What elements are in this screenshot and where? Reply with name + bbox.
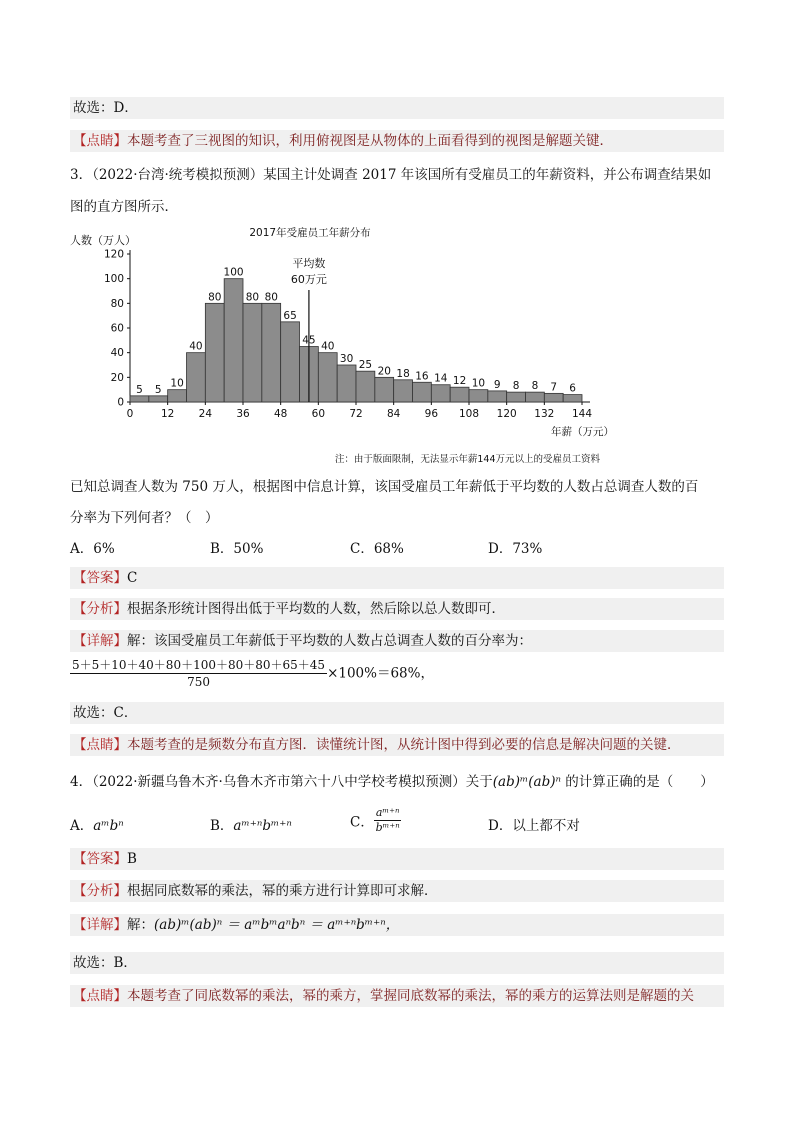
x-tick-label-1: 12: [160, 408, 175, 420]
q4-option-c-label: C．: [350, 814, 374, 831]
x-tick-label-9: 108: [458, 408, 480, 420]
q4-answer-line: [70, 848, 724, 870]
y-axis-label: 人数（万人）: [70, 234, 136, 247]
detail-prefix: 解：: [127, 917, 154, 933]
mean-label-line1: 平均数: [292, 257, 326, 270]
x-tick-label-0: 0: [126, 408, 134, 420]
x-tick-label-11: 132: [534, 408, 555, 420]
mean-label-line2: 60万元: [290, 273, 327, 286]
bar-label-16: 14: [434, 372, 448, 385]
q4-option-c-fraction: [374, 806, 402, 835]
y-tick-label-5: 100: [103, 273, 124, 286]
x-tick-label-12: 144: [571, 408, 593, 420]
choose-prefix: 故选：: [73, 705, 114, 721]
bar-label-21: 8: [531, 380, 539, 393]
q3-after-line2: 分率为下列何者？（ ）: [70, 510, 219, 526]
q4-note-line: [70, 985, 724, 1007]
q4-option-a[interactable]: [70, 814, 124, 834]
formula-result: ×100%＝68%，: [327, 665, 434, 682]
q3-option-d[interactable]: D．73%: [488, 541, 543, 557]
bar-11: [337, 365, 356, 402]
bar-label-20: 8: [512, 380, 520, 393]
choose-answer: C．: [113, 705, 138, 721]
q3-option-a[interactable]: A．6%: [70, 541, 115, 557]
bar-label-23: 6: [569, 382, 576, 395]
bar-label-18: 10: [471, 377, 486, 390]
x-tick-label-6: 72: [349, 408, 363, 420]
bar-14: [394, 380, 413, 402]
bar-label-13: 20: [377, 365, 391, 378]
choose-line-q2: [70, 97, 724, 119]
bar-label-6: 80: [245, 291, 260, 304]
note-text: 本题考查的是频数分布直方图．读懂统计图，从统计图中得到必要的信息是解决问题的关键．: [127, 737, 681, 753]
bar-20: [507, 392, 526, 402]
bar-2: [168, 390, 187, 402]
q4-option-c-denominator: bᵐ⁺ⁿ: [375, 821, 400, 834]
bar-21: [526, 392, 545, 402]
y-tick-label-3: 60: [110, 322, 124, 335]
bar-7: [262, 303, 281, 402]
x-tick-label-2: 24: [198, 408, 213, 420]
bar-label-0: 5: [136, 383, 143, 396]
detail-expression: (ab)ᵐ(ab)ⁿ ＝ aᵐbᵐaⁿbⁿ ＝ aᵐ⁺ⁿbᵐ⁺ⁿ，: [154, 917, 400, 933]
q3-formula-line: [70, 657, 724, 693]
detail-tag: 【详解】: [73, 633, 127, 649]
choose-answer: D．: [113, 100, 138, 116]
histogram-svg: [70, 222, 630, 472]
bar-13: [375, 377, 394, 402]
x-tick-label-10: 120: [496, 408, 517, 420]
answer-tag: 【答案】: [73, 851, 127, 867]
q4-detail-line: [70, 914, 724, 936]
bar-16: [431, 385, 450, 402]
bar-10: [318, 353, 337, 402]
choose-prefix: 故选：: [73, 955, 114, 971]
q3-option-c[interactable]: C．68%: [350, 541, 404, 557]
bar-label-17: 12: [452, 375, 467, 388]
bar-12: [356, 371, 375, 402]
chart-title: 2017年受雇员工年薪分布: [249, 227, 371, 239]
note-tag: 【点睛】: [73, 133, 127, 149]
q4-option-b-expr: aᵐ⁺ⁿbᵐ⁺ⁿ: [233, 818, 292, 834]
note-text: 本题考查了三视图的知识，利用俯视图是从物体的上面看得到的视图是解题关键．: [127, 133, 613, 149]
x-tick-label-8: 96: [424, 408, 439, 420]
y-tick-label-1: 20: [110, 371, 124, 384]
answer-value: B: [127, 851, 137, 867]
answer-value: C: [127, 570, 138, 586]
q4-option-c[interactable]: [350, 806, 401, 835]
y-tick-label-2: 40: [110, 347, 124, 360]
note-tag: 【点睛】: [73, 737, 127, 753]
q4-stem-expression: (ab)ᵐ(ab)ⁿ: [492, 774, 561, 790]
analysis-tag: 【分析】: [73, 883, 127, 899]
choose-answer: B．: [113, 955, 137, 971]
bar-label-1: 5: [154, 383, 162, 396]
y-tick-label-6: 120: [103, 248, 124, 261]
formula-denominator: 750: [187, 675, 210, 689]
q3-stem-line1: 3．（2022·台湾·统考模拟预测）某国主计处调查 2017 年该国所有受雇员工的年薪资料，并公布调查结果如: [70, 167, 712, 183]
q4-stem-text: 4．（2022·新疆乌鲁木齐·乌鲁木齐市第六十八中学校考模拟预测）关于: [70, 774, 493, 790]
bar-label-4: 80: [208, 291, 222, 304]
bar-18: [469, 390, 488, 402]
detail-tag: 【详解】: [73, 917, 127, 933]
bar-8: [281, 322, 300, 402]
bar-3: [187, 353, 206, 402]
bar-label-12: 25: [358, 359, 373, 372]
formula-fraction: [70, 657, 327, 690]
x-tick-label-4: 48: [273, 408, 288, 420]
bar-label-5: 100: [223, 266, 244, 279]
bar-22: [544, 393, 563, 402]
q3-detail-line: [70, 630, 724, 652]
bar-label-22: 7: [550, 381, 558, 394]
bar-label-3: 40: [189, 340, 203, 353]
note-tag: 【点睛】: [73, 988, 127, 1004]
y-tick-label-0: 0: [117, 396, 124, 409]
q3-answer-line: [70, 567, 724, 589]
bar-label-8: 65: [283, 309, 297, 322]
bar-label-2: 10: [170, 377, 184, 390]
bar-1: [149, 396, 168, 402]
detail-text: 解：该国受雇员工年薪低于平均数的人数占总调查人数的百分率为：: [127, 633, 532, 649]
q4-option-c-numerator: aᵐ⁺ⁿ: [375, 806, 400, 819]
q3-note-line: [70, 734, 724, 756]
q3-stem-line2: 图的直方图所示．: [70, 199, 178, 215]
bar-label-7: 80: [264, 291, 278, 304]
note-text: 本题考查了同底数幂的乘法，幂的乘方，掌握同底数幂的乘法，幂的乘方的运算法则是解题的关: [127, 988, 694, 1004]
q4-choose-line: [70, 952, 724, 974]
bar-23: [563, 395, 582, 402]
y-tick-label-4: 80: [110, 297, 124, 310]
chart-footnote: 注：由于版面限制，无法显示年薪144万元以上的受雇员工资料: [334, 454, 600, 465]
x-tick-label-7: 84: [386, 408, 401, 420]
q4-option-b-label: B．: [210, 818, 234, 834]
bar-5: [224, 279, 243, 402]
q4-option-b[interactable]: [210, 814, 292, 834]
note-line-q2: [70, 130, 724, 152]
q3-options: [70, 537, 724, 559]
q4-stem: [70, 771, 724, 793]
q4-options: [70, 806, 724, 842]
q3-after-line1: 已知总调查人数为 750 万人，根据图中信息计算，该国受雇员工年薪低于平均数的人数占总调查人数的百: [70, 479, 699, 495]
bar-label-15: 16: [415, 370, 429, 383]
formula-numerator: 5＋5＋10＋40＋80＋100＋80＋80＋65＋45: [72, 658, 326, 672]
bar-15: [413, 382, 432, 402]
analysis-text: 根据同底数幂的乘法，幂的乘方进行计算即可求解．: [127, 883, 438, 899]
bar-label-9: 45: [302, 334, 316, 347]
bar-label-10: 40: [321, 340, 335, 353]
bar-6: [243, 303, 262, 402]
histogram-chart: [70, 222, 630, 472]
q4-option-a-expr: aᵐbⁿ: [93, 818, 124, 834]
q3-analysis-line: [70, 598, 724, 620]
bar-label-11: 30: [339, 353, 354, 365]
choose-prefix: 故选：: [73, 100, 114, 116]
x-tick-label-5: 60: [311, 408, 326, 420]
bar-label-14: 18: [396, 367, 410, 380]
bar-17: [450, 387, 469, 402]
bar-0: [130, 396, 149, 402]
analysis-tag: 【分析】: [73, 601, 127, 617]
answer-tag: 【答案】: [73, 570, 127, 586]
q4-stem-tail: 的计算正确的是（ ）: [560, 774, 714, 790]
bar-4: [205, 303, 224, 402]
bar-19: [488, 391, 507, 402]
x-axis-label: 年薪（万元）: [551, 426, 614, 438]
q4-analysis-line: [70, 880, 724, 902]
x-tick-label-3: 36: [236, 408, 250, 420]
bar-label-19: 9: [493, 378, 501, 391]
analysis-text: 根据条形统计图得出低于平均数的人数，然后除以总人数即可．: [127, 601, 505, 617]
q4-option-d[interactable]: D．以上都不对: [488, 818, 580, 834]
q4-option-a-label: A．: [70, 818, 94, 834]
q3-option-b[interactable]: B．50%: [210, 541, 264, 557]
q3-choose-line: [70, 702, 724, 724]
